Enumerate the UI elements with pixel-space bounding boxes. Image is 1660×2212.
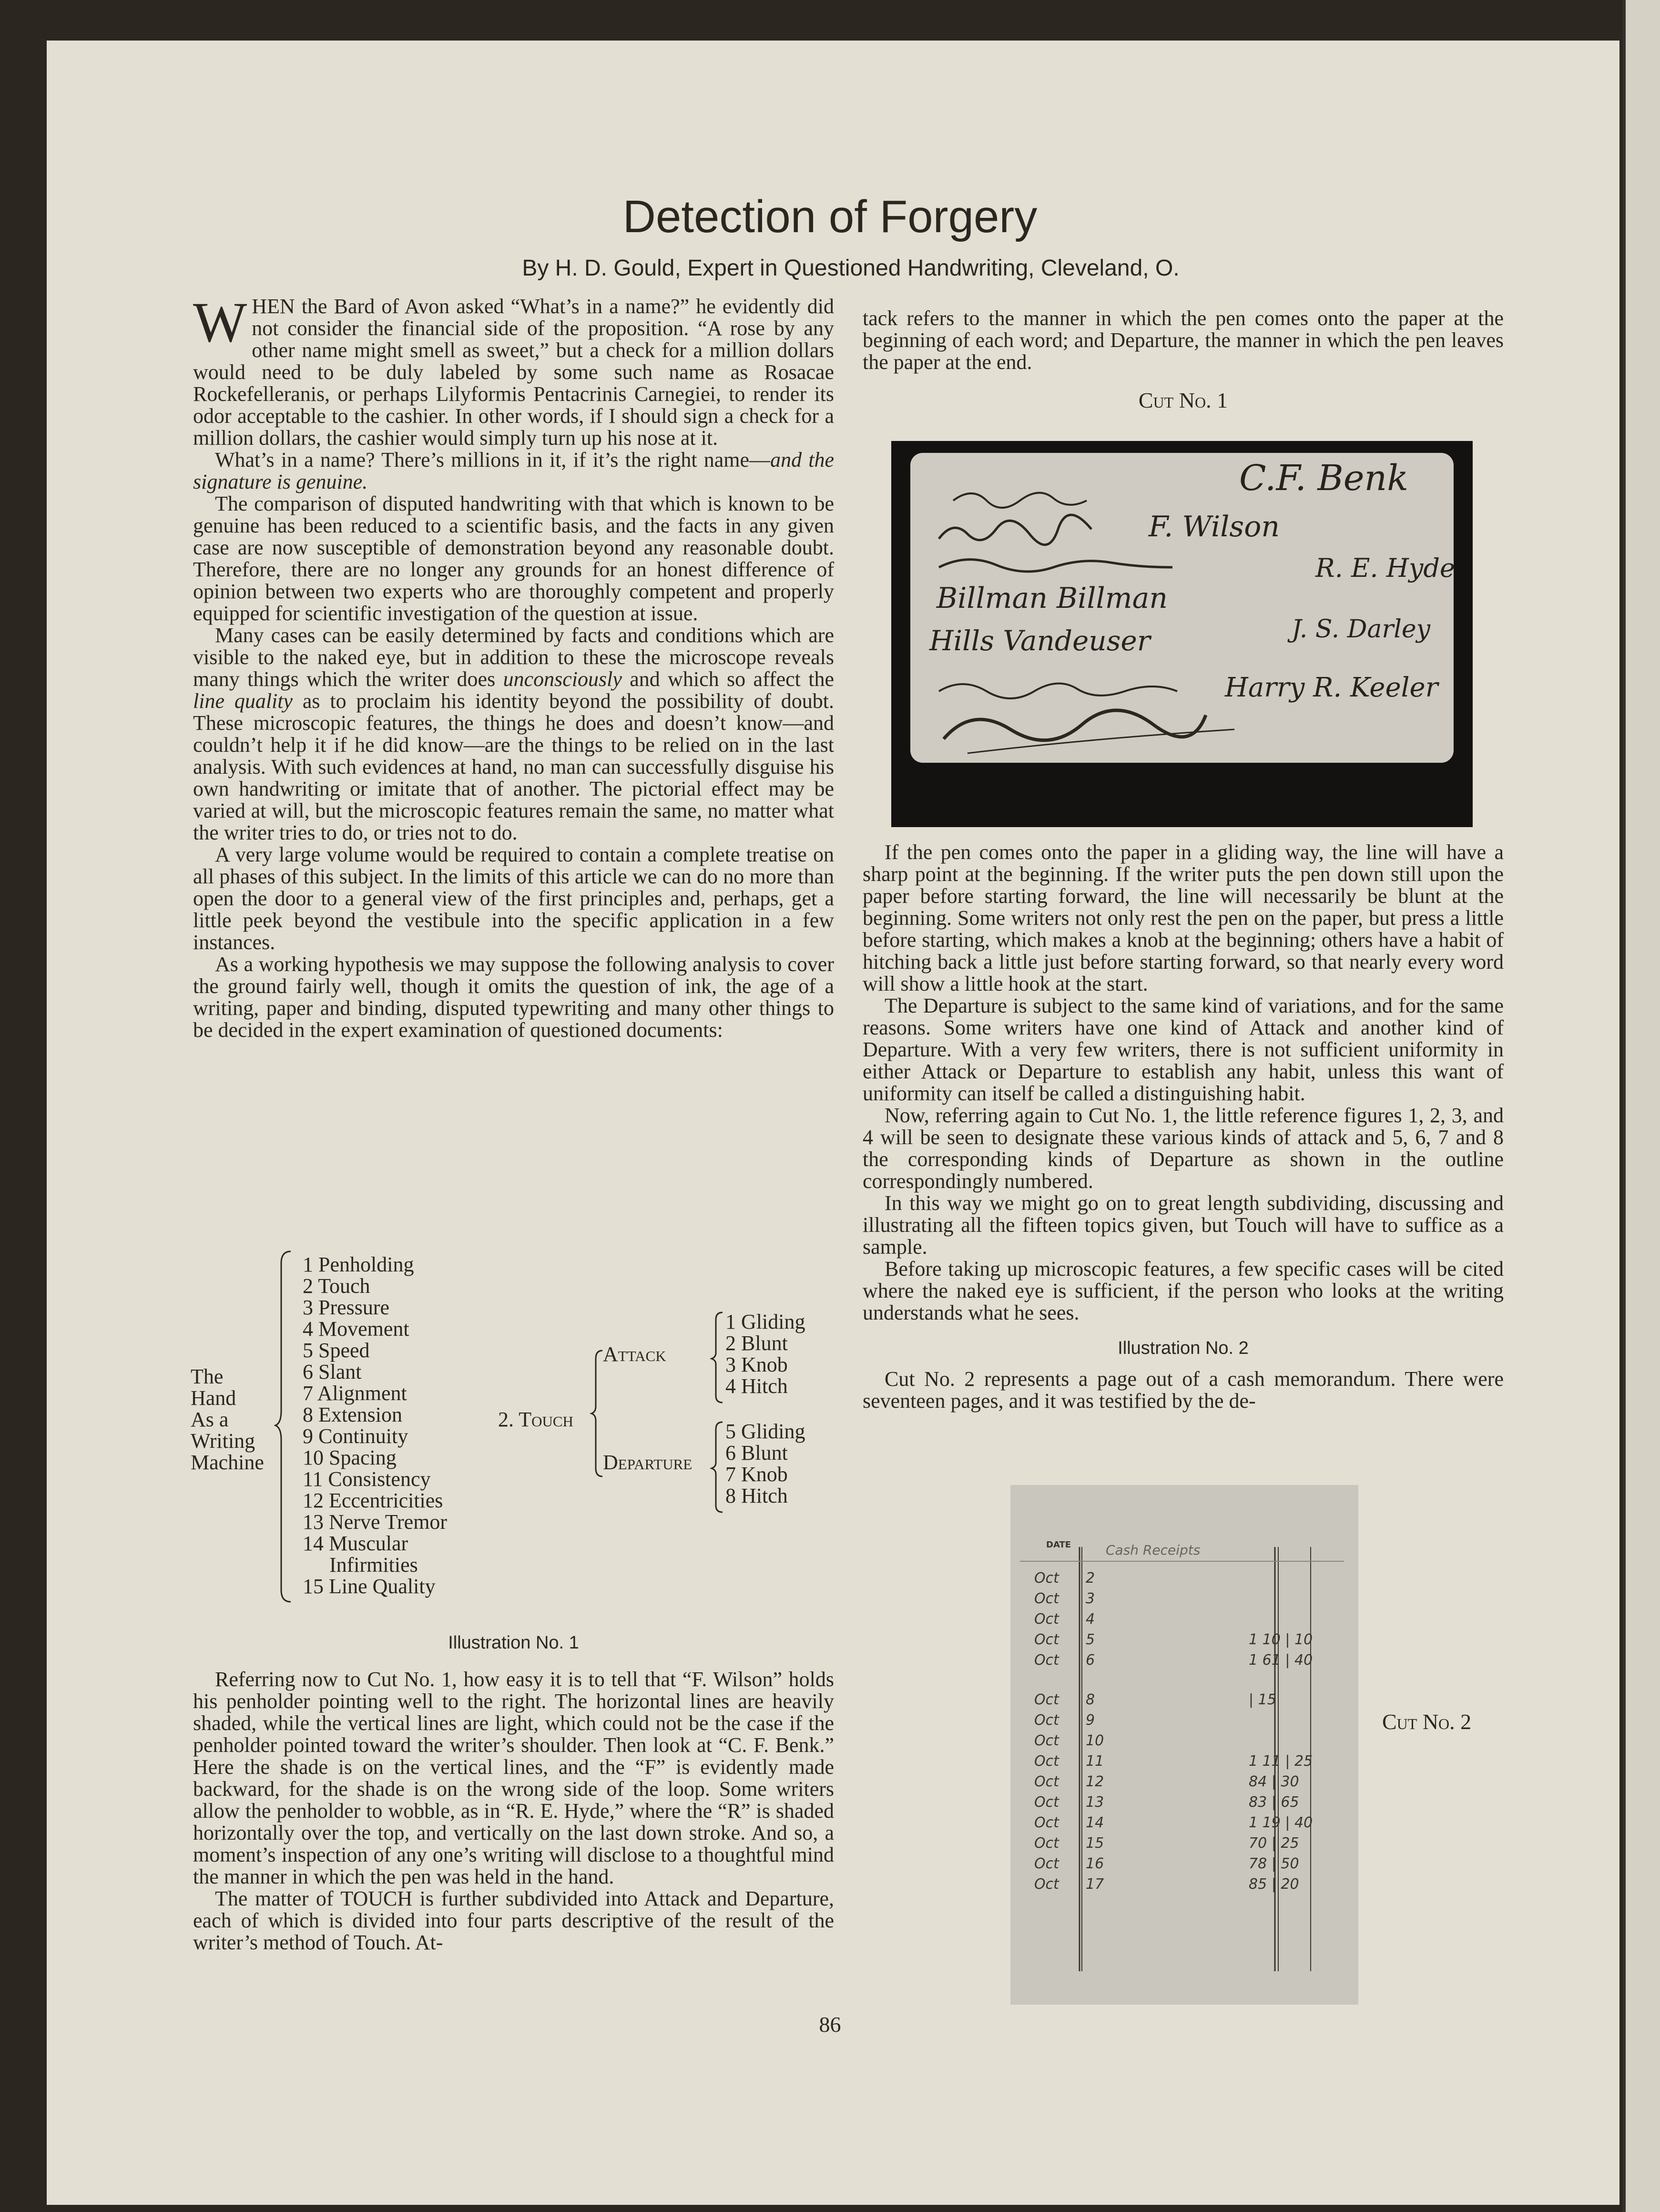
scribbled-signatures xyxy=(910,453,1454,763)
ledger-month: Oct xyxy=(1034,1876,1059,1893)
paragraph: What’s in a name? There’s millions in it, if it’s the right name—and the signature is genuine. xyxy=(193,448,834,493)
touch-label: 2. Touch xyxy=(498,1408,573,1431)
ledger-heading: Cash Receipts xyxy=(1106,1542,1201,1558)
signature: Hills Vandeuser xyxy=(929,625,1151,657)
ledger-month: Oct xyxy=(1034,1835,1059,1852)
paragraph: Many cases can be easily determined by facts and conditions which are visible to the naked eye, but in addition to these the microscope reveals many things which the writer does unconsciously and which so affect the line quality as to proclaim his identity beyond the possibility of doubt. These microscopic features, the things he does and doesn’t know—and couldn’t help it if he did know—are the things to be relied on in the last analysis. With such evidences at hand, no man can successfully disguise his own handwriting or imitate that of another. The pictorial effect may be varied at will, but the microscopic features remain the same, no matter what the writer tries to do, or tries not to do. xyxy=(193,624,835,844)
ledger-amount: 84 | 30 xyxy=(1249,1773,1299,1790)
ledger-month: Oct xyxy=(1034,1691,1059,1708)
paragraph: Before taking up microscopic features, a few specific cases will be cited where the naked eye is sufficient, if the person who looks at the writing understands what he sees. xyxy=(863,1257,1504,1324)
ledger-day: 12 xyxy=(1086,1773,1104,1790)
paragraph: Referring now to Cut No. 1, how easy it is to tell that “F. Wilson” holds his penholder pointing well to the right. The horizontal lines are heavily shaded, while the vertical lines are light, which could not be the case if the penholder pointed toward the writer’s shoulder. Then look at “C. F. Benk.” Here the shade is on the vertical lines, and the “F” is evidently made backward, for the shade is on the wrong side of the loop. Some writers allow the penholder to wobble, as in “R. E. Hyde,” where the “R” is shaded horizontally over the top, and vertically on the last down stroke. And so, a moment’s inspection of any one’s writing will disclose to a thoughtful mind the manner in which the pen was held in the hand. xyxy=(193,1668,834,1888)
page-spine xyxy=(1623,0,1660,2212)
departure-brace xyxy=(710,1421,724,1514)
attack-items: 1 Gliding 2 Blunt 3 Knob 4 Hitch xyxy=(725,1310,805,1398)
ledger-amount: 70 | 25 xyxy=(1249,1835,1299,1852)
ledger-day: 6 xyxy=(1086,1652,1095,1669)
ledger-day: 15 xyxy=(1086,1835,1104,1852)
ledger-amount: 1 61 | 40 xyxy=(1249,1652,1313,1669)
paragraph: If the pen comes onto the paper in a gliding way, the line will have a sharp point at the beginning. If the writer puts the pen down still upon the paper before starting forward, the line will necessarily be blunt at the beginning. Some writers not only rest the pen on the paper, but press a little before starting, which makes a knob at the beginning; others have a habit of hitching back a little just before starting forward, so that nearly every word will show a little hook at the start. xyxy=(863,840,1504,995)
cut-2-ledger-photo xyxy=(1010,1485,1358,2005)
attack-brace xyxy=(710,1311,724,1404)
ledger-day: 8 xyxy=(1086,1691,1095,1708)
paragraph: A very large volume would be required to contain a complete treatise on all phases of this subject. In the limits of this article we can do no more than open the door to a general view of the first principles and, perhaps, get a little peek beyond the vestibule into the specific application in a few instances. xyxy=(193,843,834,954)
signature: R. E. Hyde xyxy=(1315,553,1455,583)
ledger-day: 13 xyxy=(1086,1794,1104,1811)
ledger-month: Oct xyxy=(1034,1712,1059,1729)
ledger-month: Oct xyxy=(1034,1732,1059,1749)
ledger-amount: 1 11 | 25 xyxy=(1249,1753,1313,1770)
ledger-day: 14 xyxy=(1086,1814,1104,1831)
touch-brace xyxy=(590,1349,604,1478)
column-left xyxy=(193,290,835,1042)
outline-topics: 1 Penholding 2 Touch 3 Pressure 4 Movement 5 Speed 6 Slant 7 Alignment 8 Extension 9 Continuity 10 Spacing 11 Consistency 12 Eccentricities 13 Nerve Tremor 14 Muscular Infirmities 15 Line Quality xyxy=(303,1253,448,1598)
ledger-month: Oct xyxy=(1034,1652,1059,1669)
ledger-rules xyxy=(1010,1485,1358,2005)
paragraph: Cut No. 2 represents a page out of a cash memorandum. There were seventeen pages, and it was testified by the de- xyxy=(863,1367,1504,1413)
illustration-caption: Illustration No. 1 xyxy=(448,1633,579,1653)
ledger-day: 2 xyxy=(1086,1570,1095,1587)
paragraph: The matter of TOUCH is further subdivided into Attack and Departure, each of which is divided into four parts descriptive of the result of the writer’s method of Touch. At- xyxy=(193,1887,834,1954)
ledger-day: 17 xyxy=(1086,1876,1104,1893)
outline-brace xyxy=(274,1249,293,1607)
departure-label: Departure xyxy=(603,1451,693,1474)
ledger-day: 5 xyxy=(1086,1631,1095,1648)
signature: F. Wilson xyxy=(1149,510,1280,543)
outline-root: The Hand As a Writing Machine xyxy=(191,1365,264,1474)
ledger-day: 16 xyxy=(1086,1855,1104,1872)
ledger-month: Oct xyxy=(1034,1855,1059,1872)
ledger-month: Oct xyxy=(1034,1814,1059,1831)
ledger-day: 4 xyxy=(1086,1611,1095,1628)
ledger-month: Oct xyxy=(1034,1773,1059,1790)
illustration-caption: Illustration No. 2 xyxy=(1118,1338,1249,1358)
ledger-day: 10 xyxy=(1086,1732,1104,1749)
ledger-day: 11 xyxy=(1086,1753,1104,1770)
ledger-month: Oct xyxy=(1034,1611,1059,1628)
paragraph: WHEN the Bard of Avon asked “What’s in a name?” he evidently did not consider the financial side of the proposition. “A rose by any other name might smell as sweet,” but a check for a million dollars would need to be duly labeled by some such name as Rosacae Rockefelleranis, or perhaps Lilyformis Pentacrinis Carnegiei, to render its odor acceptable to the cashier. In other words, if I should sign a check for a million dollars, the cashier would simply turn up his nose at it. xyxy=(193,290,834,450)
paragraph: Now, referring again to Cut No. 1, the little reference figures 1, 2, 3, and 4 will be seen to designate these various kinds of attack and 5, 6, 7 and 8 the corresponding kinds of Departure as shown in the outline correspondingly numbered. xyxy=(863,1104,1504,1193)
cut-1-label: Cut No. 1 xyxy=(1138,388,1228,412)
signature: Billman Billman xyxy=(937,582,1168,615)
drop-cap: W xyxy=(193,290,247,354)
ledger-month: Oct xyxy=(1034,1794,1059,1811)
paragraph: In this way we might go on to great length subdividing, discussing and illustrating all the fifteen topics given, but Touch will have to suffice as a sample. xyxy=(863,1191,1504,1259)
byline: By H. D. Gould, Expert in Questioned Handwriting, Cleveland, O. xyxy=(522,256,1180,281)
paragraph: The Departure is subject to the same kind of variations, and for the same reasons. Some writers have one kind of Attack and another kind of Departure. With a very few writers, there is not sufficient uniformity in either Attack or Departure to establish any habit, unless this want of uniformity can itself be called a distinguishing habit. xyxy=(863,994,1504,1105)
ledger-amount: | 15 xyxy=(1249,1691,1276,1708)
ledger-amount: 83 | 65 xyxy=(1249,1794,1299,1811)
ledger-amount: 85 | 20 xyxy=(1249,1876,1299,1893)
paragraph: As a working hypothesis we may suppose the following analysis to cover the ground fairly well, though it omits the question of ink, the age of a writing, paper and binding, disputed typewriting and many other things to be decided in the expert examination of questioned documents: xyxy=(193,952,834,1042)
page-number: 86 xyxy=(819,2012,841,2037)
cut-2-label: Cut No. 2 xyxy=(1382,1710,1472,1734)
departure-items: 5 Gliding 6 Blunt 7 Knob 8 Hitch xyxy=(725,1420,805,1507)
ledger-month: Oct xyxy=(1034,1590,1059,1607)
ledger-amount: 78 | 50 xyxy=(1249,1855,1299,1872)
ledger-month: Oct xyxy=(1034,1753,1059,1770)
ledger-month: Oct xyxy=(1034,1631,1059,1648)
column-right-continued xyxy=(863,841,1504,1412)
signature: C.F. Benk xyxy=(1239,458,1409,499)
ledger-amount: 1 19 | 40 xyxy=(1249,1814,1313,1831)
column-right xyxy=(863,307,1504,413)
ledger-date-header: DATE xyxy=(1046,1540,1071,1550)
cut-1-signature-photo xyxy=(891,441,1473,827)
ledger-day: 3 xyxy=(1086,1590,1095,1607)
hand-outline-diagram xyxy=(191,1253,844,1602)
ledger-month: Oct xyxy=(1034,1570,1059,1587)
ledger-day: 9 xyxy=(1086,1712,1095,1729)
signature: Harry R. Keeler xyxy=(1225,672,1438,703)
article-title: Detection of Forgery xyxy=(622,191,1038,242)
column-left-continued xyxy=(193,1669,834,1954)
paragraph: The comparison of disputed handwriting with that which is known to be genuine has been reduced to a scientific basis, and the facts in any given case are now susceptible of demonstration beyond any reasonable doubt. Therefore, there are no longer any grounds for an honest difference of opinion between two experts who are thoroughly competent and properly equipped for scientific investigation of the question at issue. xyxy=(193,492,834,625)
signature-card xyxy=(910,453,1454,763)
ledger-amount: 1 10 | 10 xyxy=(1249,1631,1313,1648)
signature: J. S. Darley xyxy=(1292,615,1431,644)
paragraph: tack refers to the manner in which the pen comes onto the paper at the beginning of each word; and Departure, the manner in which the pen leaves the paper at the end. xyxy=(863,307,1504,374)
attack-label: Attack xyxy=(603,1342,666,1366)
